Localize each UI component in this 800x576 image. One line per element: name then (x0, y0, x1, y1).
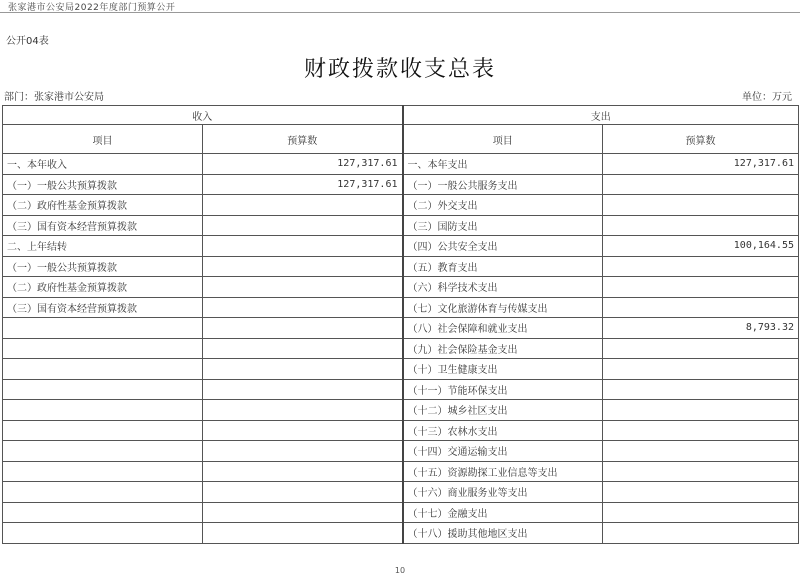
table-row (3, 297, 799, 318)
income-item-column-header: 项目 (3, 125, 203, 154)
expense-item-cell: （一）一般公共服务支出 (403, 174, 603, 195)
expense-item-cell: （十四）交通运输支出 (403, 441, 603, 462)
income-budget-cell (203, 277, 403, 298)
unit-label: 单位：万元 (742, 92, 792, 103)
expense-budget-cell (603, 502, 799, 523)
header-divider (0, 12, 800, 13)
expense-budget-cell (603, 482, 799, 503)
expense-budget-cell (603, 523, 799, 544)
expense-item-cell: （三）国防支出 (403, 215, 603, 236)
expense-budget-cell (603, 297, 799, 318)
table-row (3, 236, 799, 257)
form-number: 公开04表 (6, 36, 49, 47)
income-budget-cell (203, 523, 403, 544)
income-item-cell: 一、本年收入 (3, 154, 203, 175)
income-item-cell: （二）政府性基金预算拨款 (3, 277, 203, 298)
table-row (3, 195, 799, 216)
income-item-cell (3, 379, 203, 400)
table-row (3, 400, 799, 421)
table-row (3, 154, 799, 175)
expense-item-cell: （七）文化旅游体育与传媒支出 (403, 297, 603, 318)
table-row (3, 502, 799, 523)
income-budget-cell (203, 502, 403, 523)
income-item-cell: （三）国有资本经营预算拨款 (3, 297, 203, 318)
table-row (3, 215, 799, 236)
expense-item-cell: （四）公共安全支出 (403, 236, 603, 257)
expense-item-cell: （六）科学技术支出 (403, 277, 603, 298)
income-item-cell: （一）一般公共预算拨款 (3, 174, 203, 195)
expense-item-cell: （八）社会保障和就业支出 (403, 318, 603, 339)
income-item-cell (3, 441, 203, 462)
page-number: 10 (394, 566, 406, 575)
table-group-header-row (3, 106, 799, 125)
income-item-cell (3, 318, 203, 339)
income-item-cell (3, 482, 203, 503)
income-budget-cell (203, 215, 403, 236)
income-budget-cell (203, 379, 403, 400)
expense-budget-cell: 100,164.55 (603, 236, 799, 257)
expense-budget-cell (603, 338, 799, 359)
income-budget-cell (203, 461, 403, 482)
expense-item-cell: （十三）农林水支出 (403, 420, 603, 441)
income-budget-cell (203, 359, 403, 380)
expense-item-cell: （十七）金融支出 (403, 502, 603, 523)
expense-budget-cell: 127,317.61 (603, 154, 799, 175)
table-column-header-row (3, 125, 799, 154)
income-budget-cell (203, 256, 403, 277)
expense-budget-cell (603, 461, 799, 482)
expense-budget-cell: 8,793.32 (603, 318, 799, 339)
income-item-cell (3, 338, 203, 359)
expense-item-cell: （十二）城乡社区支出 (403, 400, 603, 421)
income-item-cell: （二）政府性基金预算拨款 (3, 195, 203, 216)
expense-budget-cell (603, 256, 799, 277)
table-row (3, 359, 799, 380)
expense-budget-cell (603, 277, 799, 298)
income-item-cell (3, 400, 203, 421)
expense-budget-cell (603, 174, 799, 195)
expense-budget-cell (603, 195, 799, 216)
income-budget-cell (203, 318, 403, 339)
table-row (3, 256, 799, 277)
expense-item-column-header: 项目 (403, 125, 603, 154)
income-budget-cell (203, 441, 403, 462)
table-row (3, 461, 799, 482)
income-item-cell: 二、上年结转 (3, 236, 203, 257)
expense-budget-cell (603, 359, 799, 380)
table-row (3, 441, 799, 462)
expense-header: 支出 (403, 106, 799, 125)
income-budget-cell (203, 420, 403, 441)
income-budget-cell (203, 482, 403, 503)
income-budget-cell (203, 195, 403, 216)
income-item-cell (3, 502, 203, 523)
page-title: 财政拨款收支总表 (303, 57, 496, 82)
expense-item-cell: （十六）商业服务业等支出 (403, 482, 603, 503)
expense-budget-cell (603, 420, 799, 441)
income-budget-cell (203, 297, 403, 318)
document-header-text: 张家港市公安局2022年度部门预算公开 (8, 3, 176, 13)
income-budget-column-header: 预算数 (203, 125, 403, 154)
expense-budget-cell (603, 441, 799, 462)
expense-item-cell: （二）外交支出 (403, 195, 603, 216)
expense-budget-cell (603, 379, 799, 400)
table-row (3, 277, 799, 298)
income-header: 收入 (3, 106, 403, 125)
expense-budget-cell (603, 215, 799, 236)
income-budget-cell: 127,317.61 (203, 174, 403, 195)
expense-item-cell: （十八）援助其他地区支出 (403, 523, 603, 544)
expense-budget-column-header: 预算数 (603, 125, 799, 154)
expense-item-cell: （十五）资源勘探工业信息等支出 (403, 461, 603, 482)
expense-item-cell: （十）卫生健康支出 (403, 359, 603, 380)
income-item-cell (3, 420, 203, 441)
table-row (3, 338, 799, 359)
expense-item-cell: （五）教育支出 (403, 256, 603, 277)
income-item-cell (3, 461, 203, 482)
table-row (3, 318, 799, 339)
expense-budget-cell (603, 400, 799, 421)
table-row (3, 482, 799, 503)
expense-item-cell: （九）社会保险基金支出 (403, 338, 603, 359)
income-budget-cell (203, 236, 403, 257)
income-item-cell: （一）一般公共预算拨款 (3, 256, 203, 277)
income-item-cell (3, 359, 203, 380)
income-item-cell: （三）国有资本经营预算拨款 (3, 215, 203, 236)
expense-item-cell: 一、本年支出 (403, 154, 603, 175)
table-row (3, 523, 799, 544)
income-item-cell (3, 523, 203, 544)
income-budget-cell (203, 338, 403, 359)
expense-item-cell: （十一）节能环保支出 (403, 379, 603, 400)
table-row (3, 420, 799, 441)
department-label: 部门：张家港市公安局 (4, 92, 104, 103)
income-budget-cell: 127,317.61 (203, 154, 403, 175)
table-row (3, 174, 799, 195)
income-budget-cell (203, 400, 403, 421)
budget-table (2, 105, 799, 544)
table-row (3, 379, 799, 400)
